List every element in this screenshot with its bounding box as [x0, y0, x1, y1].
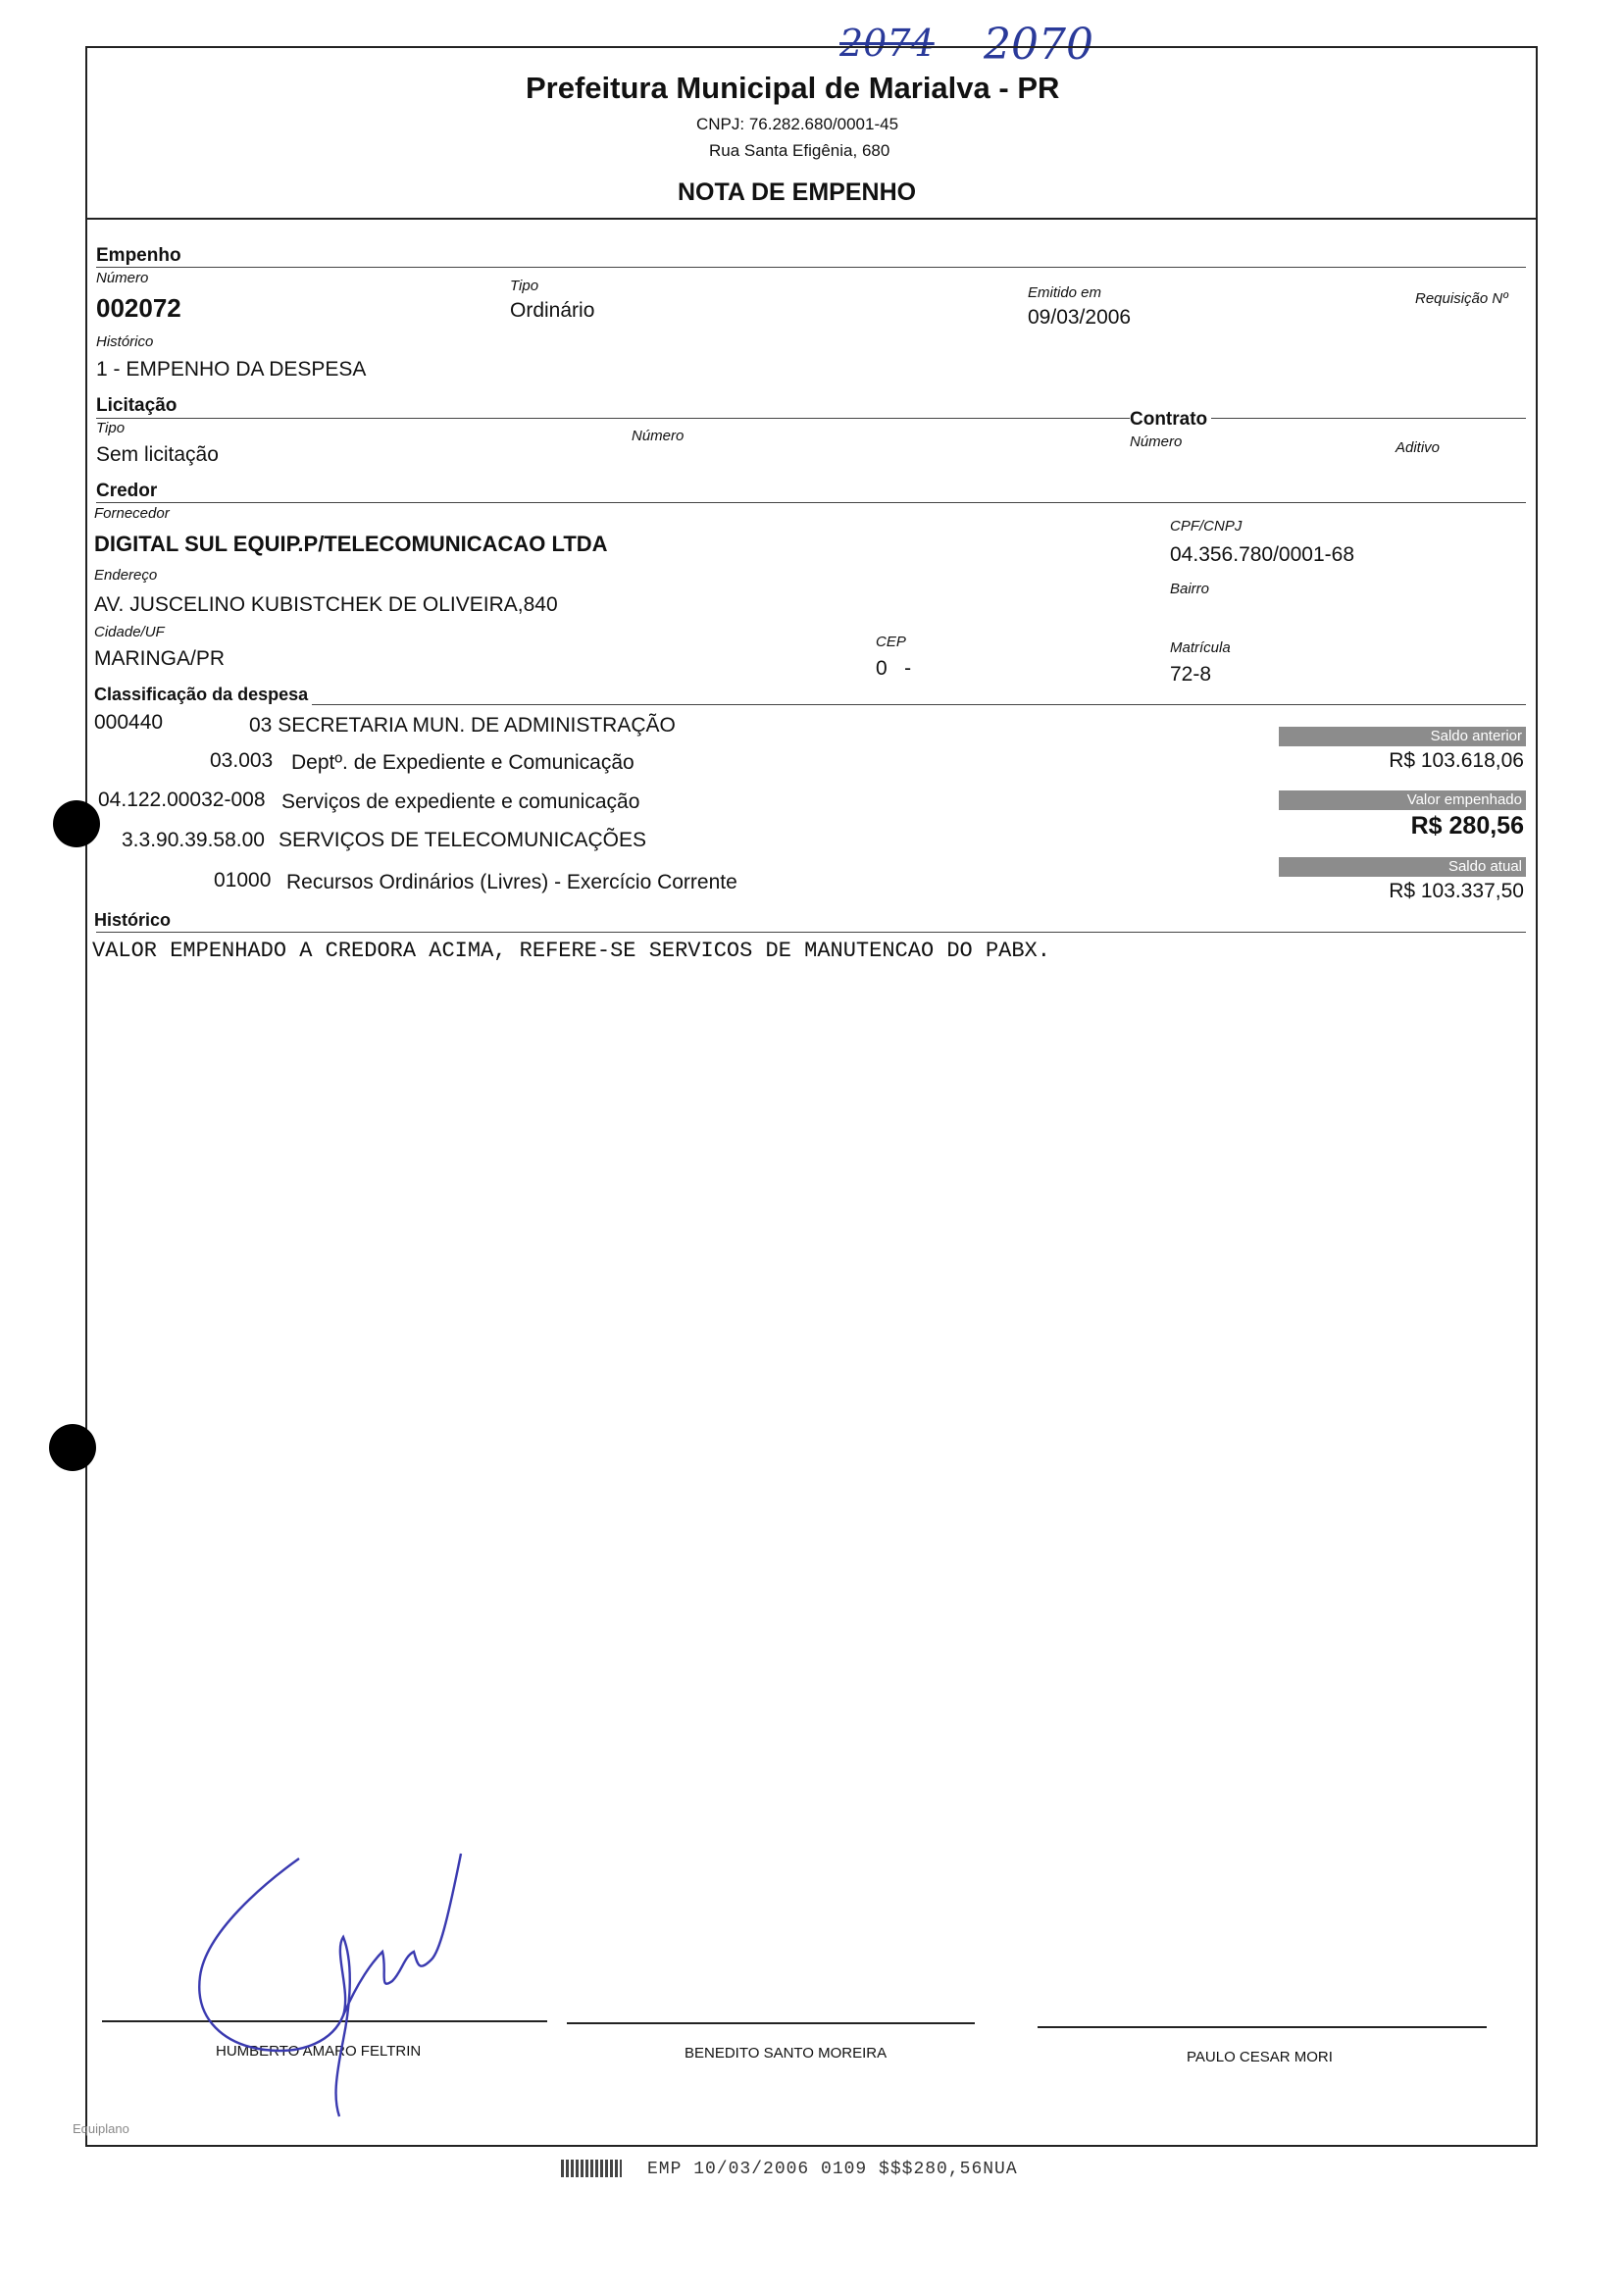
class-code-0: 000440	[94, 711, 164, 734]
matricula-value: 72-8	[1170, 663, 1212, 686]
saldo-atual-label: Saldo atual	[1279, 857, 1526, 877]
address-line: Rua Santa Efigênia, 680	[709, 141, 890, 160]
section-contrato: Contrato	[1130, 409, 1211, 431]
requisicao-label: Requisição Nº	[1415, 290, 1508, 307]
cep-label: CEP	[876, 634, 906, 650]
page-title: Prefeitura Municipal de Marialva - PR	[526, 71, 1060, 105]
class-desc-1: Deptº. de Expediente e Comunicação	[291, 751, 634, 774]
class-desc-0: 03 SECRETARIA MUN. DE ADMINISTRAÇÃO	[249, 714, 676, 737]
signatory-2: BENEDITO SANTO MOREIRA	[685, 2045, 888, 2062]
barcode-mark	[561, 2160, 622, 2177]
historico-text: VALOR EMPENHADO A CREDORA ACIMA, REFERE-SE SERVICOS DE MANUTENCAO DO PABX.	[92, 939, 1050, 963]
handwritten-number: 2070	[984, 20, 1093, 70]
class-desc-3: SERVIÇOS DE TELECOMUNICAÇÕES	[279, 829, 646, 851]
empenho-historico: 1 - EMPENHO DA DESPESA	[96, 358, 367, 381]
saldo-anterior-value: R$ 103.618,06	[1389, 749, 1524, 772]
section-licitacao: Licitação	[96, 395, 180, 417]
cidade-value: MARINGA/PR	[94, 647, 226, 670]
matricula-label: Matrícula	[1170, 639, 1231, 656]
signature-line-3	[1038, 2026, 1487, 2028]
header-divider	[85, 218, 1538, 220]
valor-empenhado-label: Valor empenhado	[1279, 790, 1526, 810]
empenho-historico-label: Histórico	[96, 333, 154, 350]
contrato-aditivo-label: Aditivo	[1396, 439, 1441, 456]
fornecedor-name: DIGITAL SUL EQUIP.P/TELECOMUNICACAO LTDA	[94, 532, 608, 556]
class-code-2: 04.122.00032-008	[98, 789, 266, 811]
print-stamp: EMP 10/03/2006 0109 $$$280,56NUA	[647, 2160, 1018, 2179]
contrato-numero-label: Número	[1130, 433, 1183, 450]
signatory-3: PAULO CESAR MORI	[1187, 2049, 1333, 2065]
class-desc-4: Recursos Ordinários (Livres) - Exercício Corrente	[286, 871, 737, 893]
licitacao-rule	[96, 418, 1526, 419]
class-code-4: 01000	[214, 869, 272, 891]
empenho-numero: 002072	[96, 293, 181, 323]
cep-value: 0 -	[876, 657, 912, 680]
empenho-tipo-label: Tipo	[510, 278, 539, 294]
punch-hole-top	[53, 800, 100, 847]
section-classificacao: Classificação da despesa	[94, 685, 312, 705]
historico-rule	[96, 932, 1526, 933]
empenho-numero-label: Número	[96, 270, 149, 286]
cidade-label: Cidade/UF	[94, 624, 165, 640]
class-code-1: 03.003	[210, 749, 274, 772]
licitacao-tipo-label: Tipo	[96, 420, 126, 436]
section-historico: Histórico	[94, 910, 175, 931]
saldo-anterior-label: Saldo anterior	[1279, 727, 1526, 746]
cpf-label: CPF/CNPJ	[1170, 518, 1243, 535]
class-desc-2: Serviços de expediente e comunicação	[281, 790, 640, 813]
signature-line-2	[567, 2022, 975, 2024]
licitacao-numero-label: Número	[632, 428, 685, 444]
emitido-label: Emitido em	[1028, 284, 1102, 301]
endereco-value: AV. JUSCELINO KUBISTCHEK DE OLIVEIRA,840	[94, 593, 558, 616]
fornecedor-label: Fornecedor	[94, 505, 170, 522]
cpf-value: 04.356.780/0001-68	[1170, 543, 1355, 566]
empenho-tipo: Ordinário	[510, 299, 595, 322]
licitacao-tipo: Sem licitação	[96, 443, 219, 466]
doc-title: NOTA DE EMPENHO	[678, 178, 917, 206]
signatory-1: HUMBERTO AMARO FELTRIN	[216, 2043, 422, 2060]
credor-rule	[96, 502, 1526, 503]
handwritten-signature	[186, 1844, 481, 2128]
handwritten-number-crossed: 2074	[839, 22, 935, 65]
cnpj-line: CNPJ: 76.282.680/0001-45	[696, 115, 899, 133]
empenho-rule	[96, 267, 1526, 268]
class-code-3: 3.3.90.39.58.00	[122, 829, 265, 851]
emitido-date: 09/03/2006	[1028, 306, 1132, 329]
software-label: Equiplano	[73, 2121, 129, 2136]
section-empenho: Empenho	[96, 245, 185, 267]
saldo-atual-value: R$ 103.337,50	[1389, 880, 1524, 902]
valor-empenhado-value: R$ 280,56	[1410, 812, 1524, 840]
punch-hole-bottom	[49, 1424, 96, 1471]
bairro-label: Bairro	[1170, 581, 1210, 597]
endereco-label: Endereço	[94, 567, 158, 584]
section-credor: Credor	[96, 481, 161, 502]
